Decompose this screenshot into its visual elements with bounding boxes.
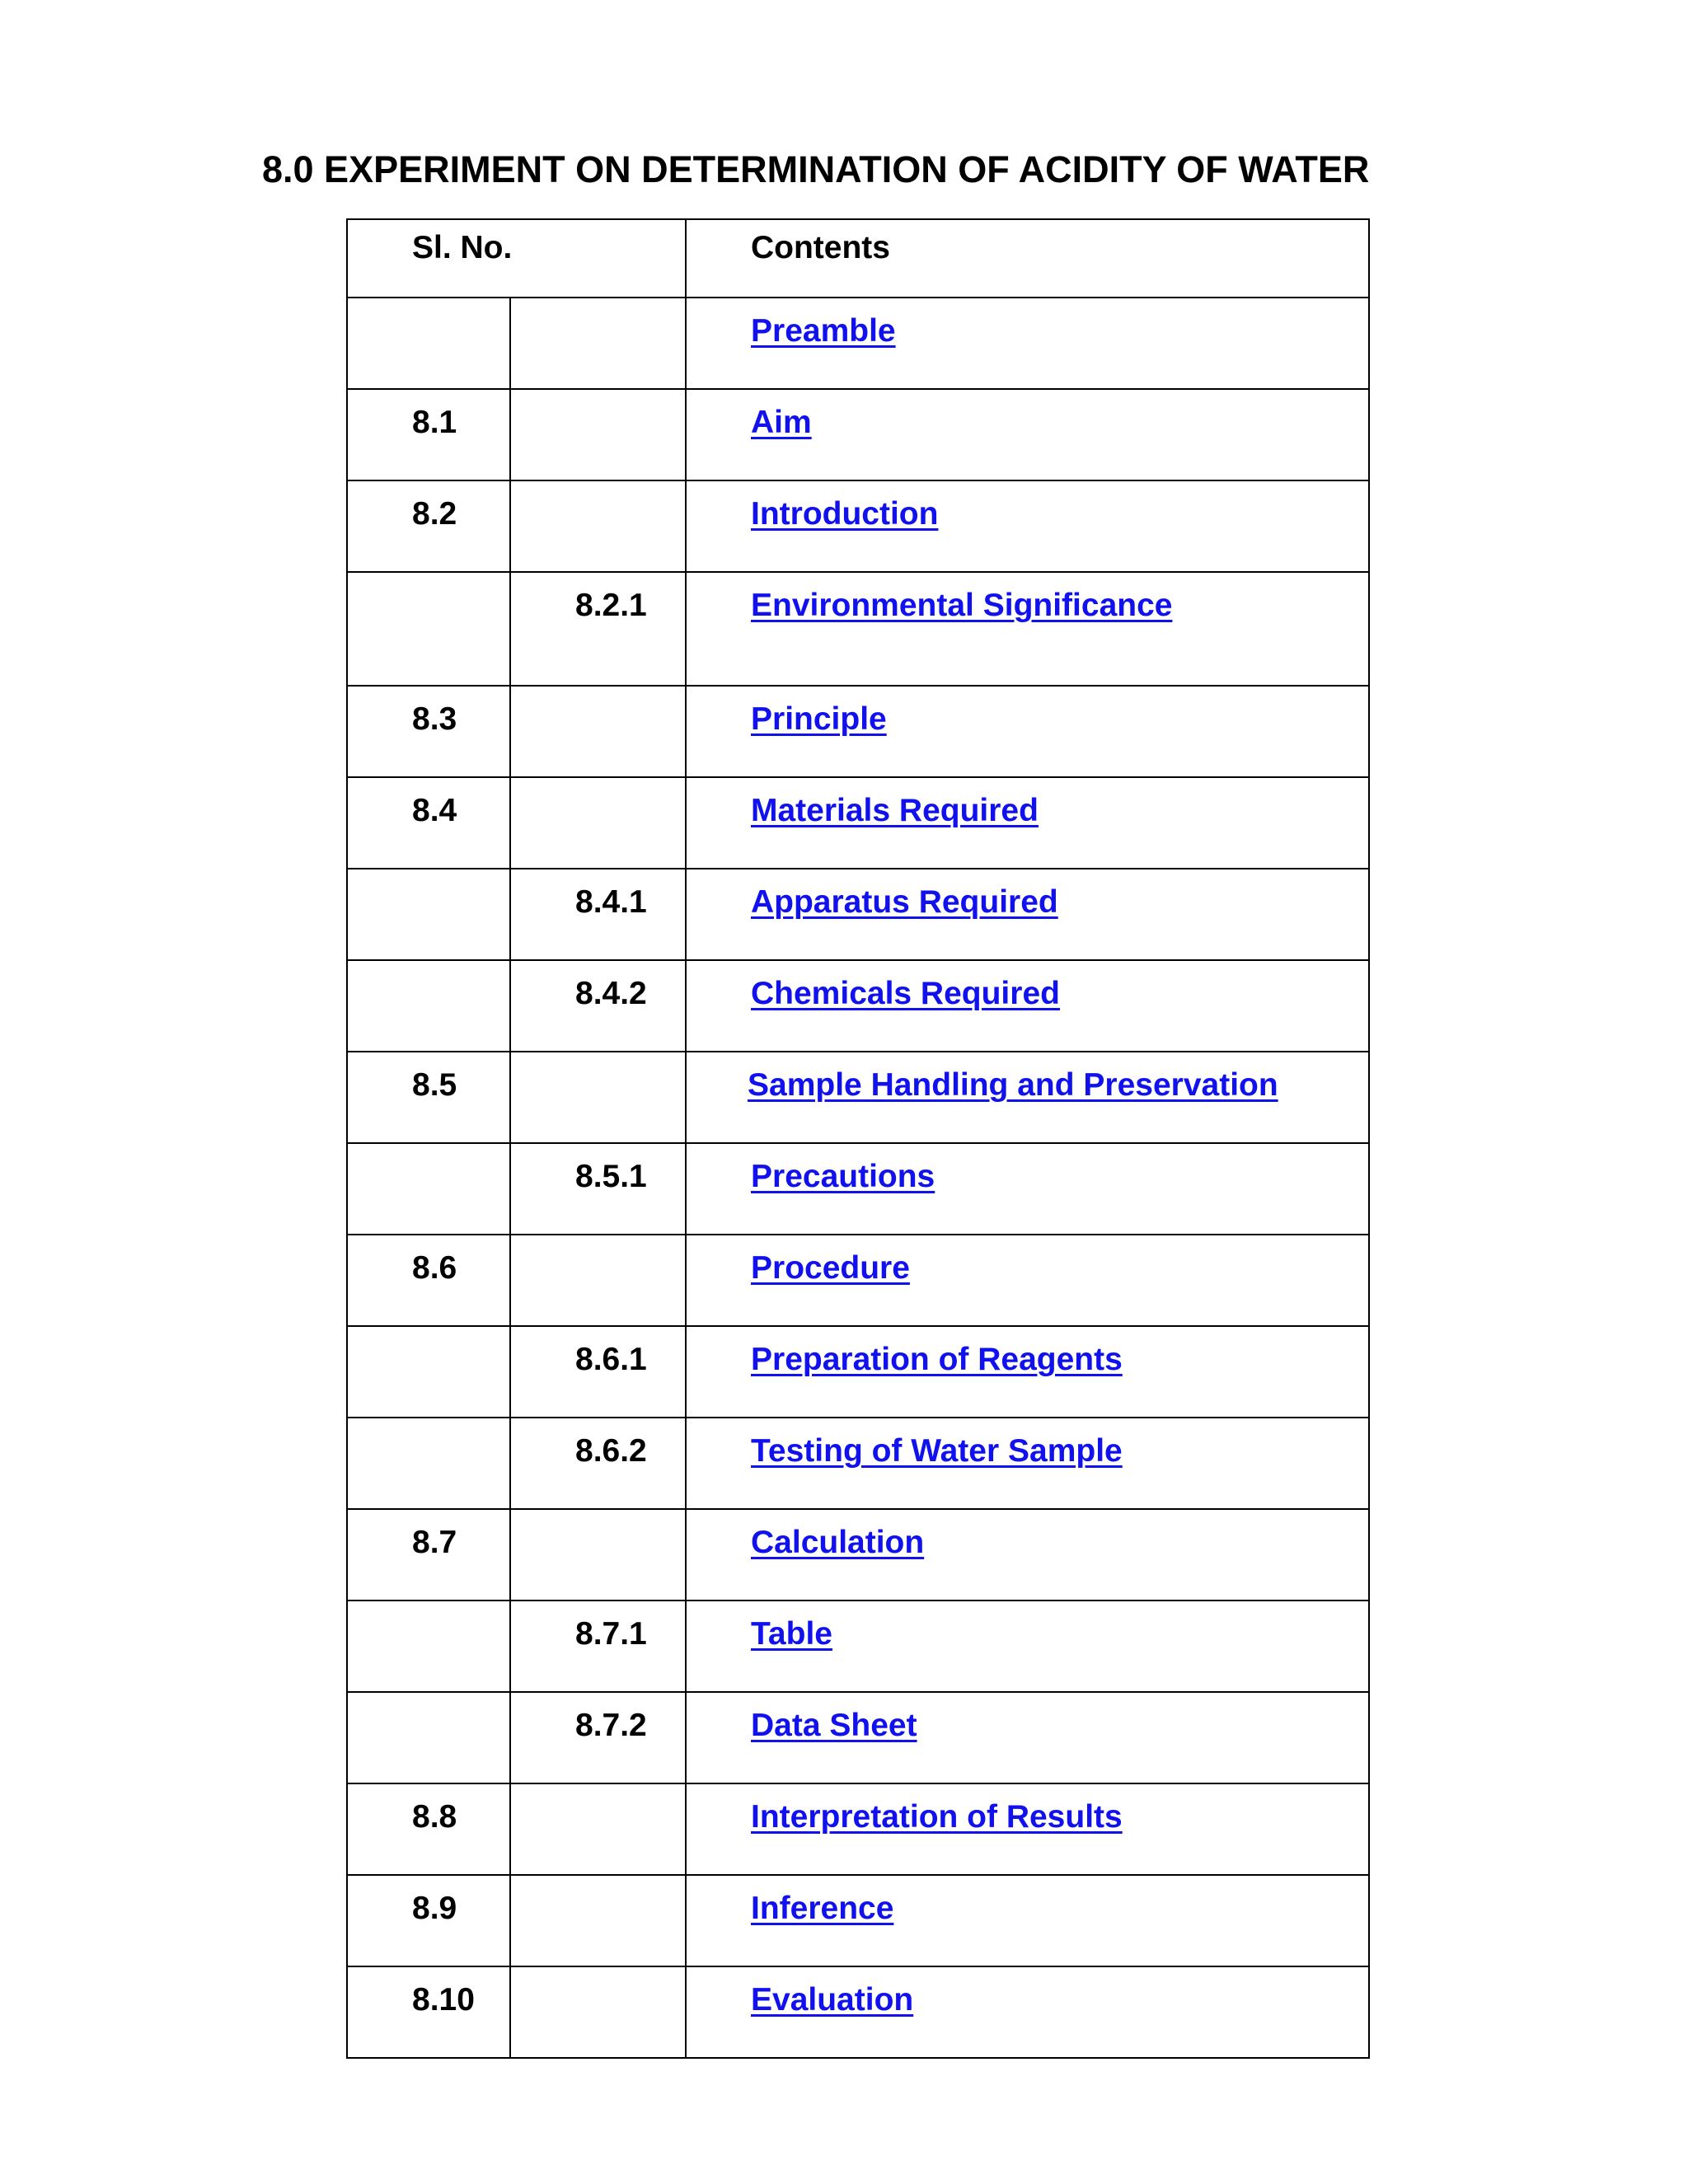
section-number-cell xyxy=(347,869,510,960)
toc-link-preparation-of-reagents[interactable]: Preparation of Reagents xyxy=(751,1342,1123,1377)
contents-cell xyxy=(686,480,1369,572)
contents-cell-inner xyxy=(687,778,1368,829)
table-row xyxy=(347,1692,1369,1783)
section-number-cell xyxy=(347,298,510,389)
section-number: 8.9 xyxy=(412,1891,457,1926)
contents-cell-inner xyxy=(687,298,1368,349)
subsection-number xyxy=(511,1235,685,1250)
contents-cell-inner xyxy=(687,1052,1368,1104)
subsection-number-cell xyxy=(510,298,686,389)
section-number xyxy=(348,1418,509,1433)
subsection-number-cell xyxy=(510,1326,686,1418)
section-number: 8.2 xyxy=(412,496,457,532)
toc-body xyxy=(347,219,1369,2058)
section-number: 8.7 xyxy=(412,1525,457,1560)
subsection-number-cell xyxy=(510,480,686,572)
contents-cell-inner xyxy=(687,1784,1368,1835)
section-number: 8.10 xyxy=(412,1982,475,2018)
contents-cell xyxy=(686,298,1369,389)
contents-cell-inner xyxy=(687,1693,1368,1744)
table-row xyxy=(347,1326,1369,1418)
table-header-row xyxy=(347,219,1369,298)
section-number: 8.3 xyxy=(412,701,457,737)
subsection-number-cell xyxy=(510,389,686,480)
toc-link-aim[interactable]: Aim xyxy=(751,405,812,440)
contents-cell-inner xyxy=(687,1235,1368,1286)
section-number-cell xyxy=(347,1966,510,2058)
toc-link-apparatus-required[interactable]: Apparatus Required xyxy=(751,884,1058,920)
section-number-cell xyxy=(347,1326,510,1418)
table-row xyxy=(347,1966,1369,2058)
subsection-number xyxy=(511,1052,685,1067)
section-number xyxy=(348,573,509,588)
contents-header-cell xyxy=(686,219,1369,298)
contents-cell xyxy=(686,1052,1369,1143)
subsection-number-cell xyxy=(510,1875,686,1966)
contents-cell xyxy=(686,1875,1369,1966)
section-number-cell xyxy=(347,389,510,480)
toc-link-preamble[interactable]: Preamble xyxy=(751,313,896,349)
table-row xyxy=(347,960,1369,1052)
toc-link-interpretation-of-results[interactable]: Interpretation of Results xyxy=(751,1799,1123,1835)
toc-link-calculation[interactable]: Calculation xyxy=(751,1525,925,1560)
section-number-cell xyxy=(347,572,510,686)
section-number-cell xyxy=(347,1875,510,1966)
subsection-number: 8.6.2 xyxy=(575,1433,647,1469)
contents-cell xyxy=(686,1966,1369,2058)
table-row xyxy=(347,1783,1369,1875)
page-title: 8.0 EXPERIMENT ON DETERMINATION OF ACIDITY OF WATER xyxy=(262,148,1370,190)
section-number xyxy=(348,961,509,976)
contents-cell-inner xyxy=(687,1144,1368,1195)
contents-cell xyxy=(686,389,1369,480)
section-number-cell xyxy=(347,686,510,777)
subsection-number-cell xyxy=(510,1052,686,1143)
subsection-number-cell xyxy=(510,1235,686,1326)
toc-link-evaluation[interactable]: Evaluation xyxy=(751,1982,914,2018)
contents-cell xyxy=(686,1418,1369,1509)
contents-cell-inner xyxy=(687,573,1368,624)
table-row xyxy=(347,1509,1369,1601)
toc-link-sample-handling-and-preservation[interactable]: Sample Handling and Preservation xyxy=(748,1067,1278,1103)
toc-link-environmental-significance[interactable]: Environmental Significance xyxy=(751,588,1173,623)
contents-cell-inner xyxy=(687,481,1368,532)
table-row xyxy=(347,1235,1369,1326)
subsection-number xyxy=(511,687,685,701)
contents-cell-inner xyxy=(687,390,1368,441)
toc-link-inference[interactable]: Inference xyxy=(751,1891,894,1926)
contents-cell-inner xyxy=(687,1510,1368,1561)
section-number xyxy=(348,1144,509,1159)
contents-cell xyxy=(686,1143,1369,1235)
section-number-cell xyxy=(347,1143,510,1235)
contents-cell xyxy=(686,1235,1369,1326)
subsection-number xyxy=(511,778,685,793)
toc-link-introduction[interactable]: Introduction xyxy=(751,496,939,532)
table-row xyxy=(347,686,1369,777)
subsection-number xyxy=(511,298,685,313)
section-number-cell xyxy=(347,1692,510,1783)
table-row xyxy=(347,480,1369,572)
table-row xyxy=(347,389,1369,480)
table-row xyxy=(347,298,1369,389)
toc-link-testing-of-water-sample[interactable]: Testing of Water Sample xyxy=(751,1433,1123,1469)
table-row xyxy=(347,1875,1369,1966)
contents-cell xyxy=(686,1783,1369,1875)
section-number: 8.4 xyxy=(412,793,457,828)
section-number: 8.8 xyxy=(412,1799,457,1835)
section-number: 8.5 xyxy=(412,1067,457,1103)
contents-cell xyxy=(686,572,1369,686)
contents-cell xyxy=(686,777,1369,869)
table-row xyxy=(347,1052,1369,1143)
section-number-cell xyxy=(347,1601,510,1692)
contents-cell xyxy=(686,960,1369,1052)
subsection-number: 8.7.2 xyxy=(575,1708,647,1743)
section-number-cell xyxy=(347,1418,510,1509)
contents-cell-inner xyxy=(687,1418,1368,1469)
subsection-number xyxy=(511,1784,685,1799)
sl-no-header-cell xyxy=(347,219,686,298)
contents-cell-inner xyxy=(687,687,1368,738)
contents-cell xyxy=(686,1692,1369,1783)
contents-cell xyxy=(686,869,1369,960)
section-number xyxy=(348,1693,509,1708)
table-row xyxy=(347,1143,1369,1235)
subsection-number xyxy=(511,390,685,405)
section-number xyxy=(348,1327,509,1342)
contents-cell xyxy=(686,1326,1369,1418)
section-number-cell xyxy=(347,480,510,572)
section-number xyxy=(348,1601,509,1616)
section-number: 8.6 xyxy=(412,1250,457,1286)
subsection-number: 8.7.1 xyxy=(575,1616,647,1652)
contents-cell-inner xyxy=(687,1327,1368,1378)
section-number-cell xyxy=(347,1783,510,1875)
subsection-number-cell xyxy=(510,1143,686,1235)
subsection-number: 8.4.1 xyxy=(575,884,647,920)
toc-link-materials-required[interactable]: Materials Required xyxy=(751,793,1039,828)
subsection-number xyxy=(511,1510,685,1525)
subsection-number xyxy=(511,481,685,496)
subsection-number-cell xyxy=(510,960,686,1052)
section-number-cell xyxy=(347,1509,510,1601)
table-row xyxy=(347,1418,1369,1509)
section-number-cell xyxy=(347,777,510,869)
table-row xyxy=(347,572,1369,686)
subsection-number-cell xyxy=(510,1509,686,1601)
subsection-number xyxy=(511,1876,685,1891)
toc-link-procedure[interactable]: Procedure xyxy=(751,1250,910,1286)
contents-cell xyxy=(686,1601,1369,1692)
section-number-cell xyxy=(347,1052,510,1143)
table-row xyxy=(347,1601,1369,1692)
toc-link-principle[interactable]: Principle xyxy=(751,701,887,737)
subsection-number-cell xyxy=(510,572,686,686)
contents-cell-inner xyxy=(687,1967,1368,2018)
table-row xyxy=(347,869,1369,960)
subsection-number-cell xyxy=(510,777,686,869)
toc-link-precautions[interactable]: Precautions xyxy=(751,1159,935,1194)
section-number xyxy=(348,869,509,884)
section-number-cell xyxy=(347,960,510,1052)
contents-header: Contents xyxy=(751,230,890,265)
contents-cell xyxy=(686,686,1369,777)
contents-cell-inner xyxy=(687,1601,1368,1652)
contents-cell-inner xyxy=(687,869,1368,921)
contents-cell-inner xyxy=(687,1876,1368,1927)
subsection-number-cell xyxy=(510,1601,686,1692)
subsection-number-cell xyxy=(510,1966,686,2058)
toc-link-data-sheet[interactable]: Data Sheet xyxy=(751,1708,917,1743)
subsection-number-cell xyxy=(510,869,686,960)
toc-table xyxy=(346,218,1370,2059)
toc-link-table[interactable]: Table xyxy=(751,1616,832,1652)
subsection-number-cell xyxy=(510,1418,686,1509)
toc-link-chemicals-required[interactable]: Chemicals Required xyxy=(751,976,1060,1011)
subsection-number: 8.4.2 xyxy=(575,976,647,1011)
subsection-number xyxy=(511,1967,685,1982)
section-number: 8.1 xyxy=(412,405,457,440)
table-row xyxy=(347,777,1369,869)
subsection-number: 8.5.1 xyxy=(575,1159,647,1194)
subsection-number-cell xyxy=(510,1692,686,1783)
contents-cell-inner xyxy=(687,961,1368,1012)
contents-cell xyxy=(686,1509,1369,1601)
subsection-number-cell xyxy=(510,686,686,777)
sl-no-header: Sl. No. xyxy=(412,230,513,265)
subsection-number: 8.6.1 xyxy=(575,1342,647,1377)
subsection-number: 8.2.1 xyxy=(575,588,647,623)
section-number xyxy=(348,298,509,313)
section-number-cell xyxy=(347,1235,510,1326)
subsection-number-cell xyxy=(510,1783,686,1875)
